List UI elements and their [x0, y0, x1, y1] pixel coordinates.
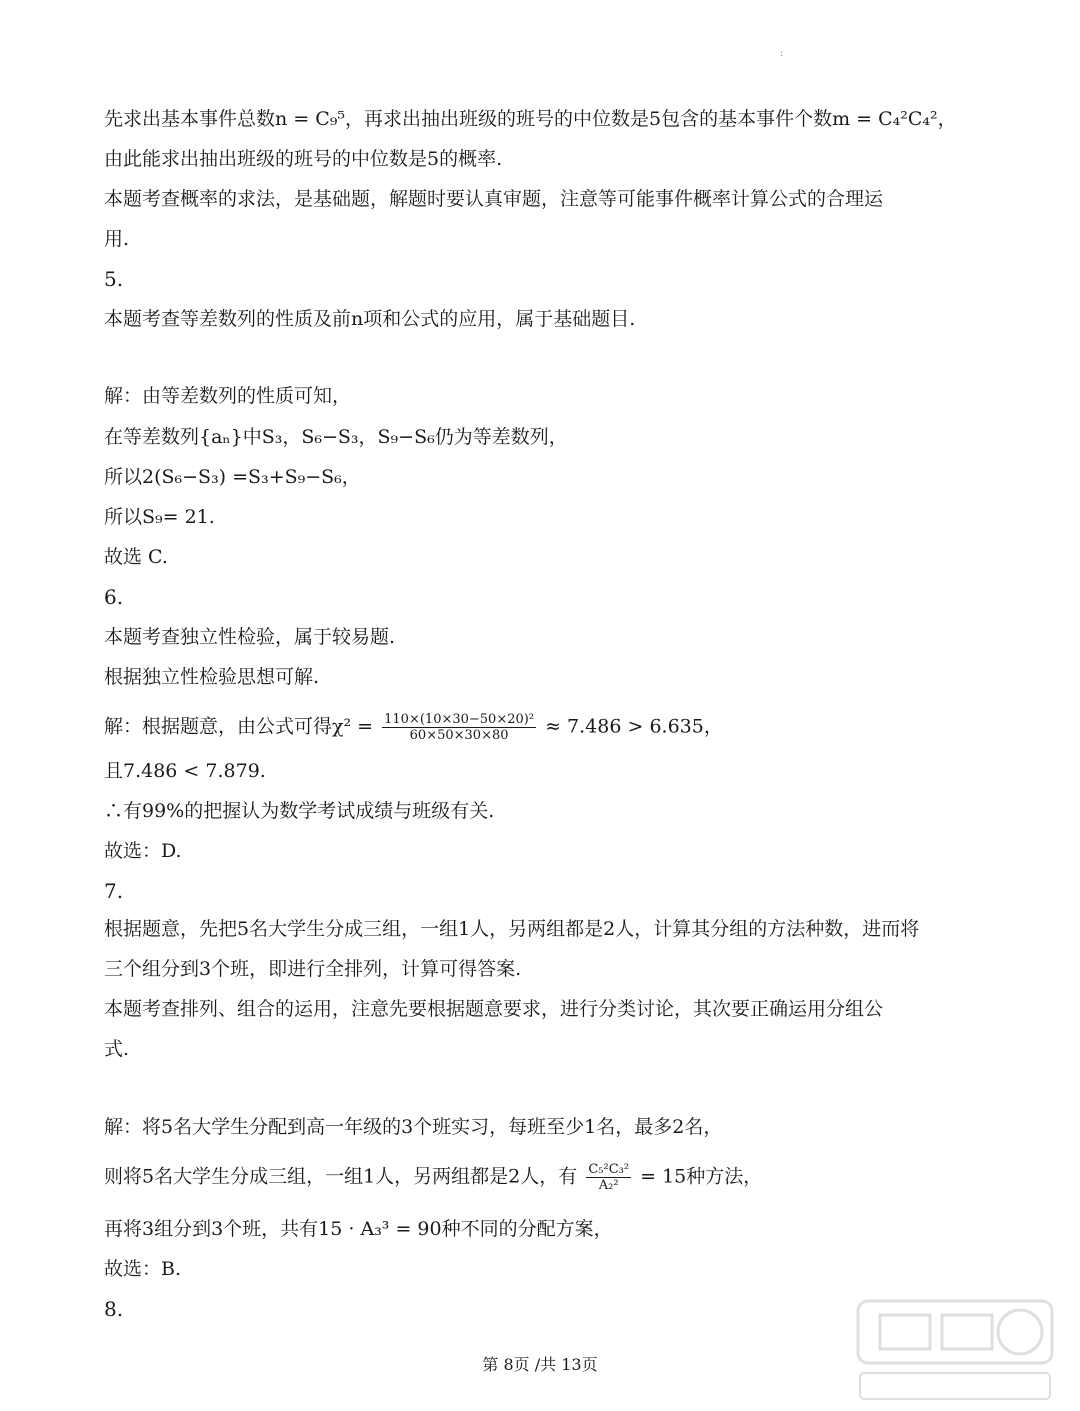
question-number: 5. [104, 267, 124, 291]
fraction-numerator: C₅²C₃² [588, 1162, 630, 1177]
text-line: 三个组分到3个班，即进行全排列，计算可得答案. [104, 958, 522, 980]
text-line: 再将3组分到3个班，共有15 · A₃³ = 90种不同的分配方案， [104, 1218, 613, 1240]
text-line: 用. [104, 228, 130, 250]
text-line: 本题考查等差数列的性质及前n项和公式的应用，属于基础题目. [104, 308, 636, 330]
text-line: 故选：D. [104, 840, 182, 862]
fraction-denominator: 60×50×30×80 [409, 728, 509, 743]
formula-suffix: ≈ 7.486 > 6.635， [545, 715, 723, 738]
formula-prefix: 解：根据题意，由公式可得χ² = [104, 715, 374, 738]
text-line: 解：将5名大学生分配到高一年级的3个班实习，每班至少1名，最多2名， [104, 1116, 723, 1138]
watermark-logo [850, 1295, 1060, 1405]
text-line: 解：由等差数列的性质可知， [104, 385, 352, 407]
header-mark: : [780, 48, 784, 59]
formula-suffix: = 15种方法， [640, 1165, 763, 1188]
text-line: 本题考查概率的求法，是基础题，解题时要认真审题，注意等可能事件概率计算公式的合理运 [104, 188, 884, 210]
text-line: ∴有99%的把握认为数学考试成绩与班级有关. [104, 800, 495, 822]
text-line: 式. [104, 1038, 130, 1060]
text-line: 且7.486 < 7.879. [104, 760, 266, 782]
text-line: 故选 C. [104, 546, 168, 568]
text-line: 根据题意，先把5名大学生分成三组，一组1人，另两组都是2人，计算其分组的方法种数，进而将 [104, 918, 920, 940]
formula-prefix: 则将5名大学生分成三组，一组1人，另两组都是2人，有 [104, 1165, 578, 1188]
question-number: 6. [104, 585, 124, 609]
text-line: 所以S₉= 21. [104, 506, 215, 528]
chi-square-fraction [382, 712, 536, 743]
page-footer: 第 8页 /共 13页 [482, 1355, 598, 1374]
grouping-fraction [586, 1162, 631, 1193]
text-line: 本题考查排列、组合的运用，注意先要根据题意要求，进行分类讨论，其次要正确运用分组公 [104, 998, 884, 1020]
fraction-numerator: 110×(10×30−50×20)² [384, 712, 535, 727]
formula-line [104, 712, 723, 743]
text-line: 所以2(S₆−S₃) =S₃+S₉−S₆， [104, 466, 361, 488]
question-number: 8. [104, 1297, 124, 1321]
text-line: 由此能求出抽出班级的班号的中位数是5的概率. [104, 148, 503, 170]
text-line: 先求出基本事件总数n = C₉⁵，再求出抽出班级的班号的中位数是5包含的基本事件个数m = C₄²C₄²， [104, 108, 957, 130]
formula-line [104, 1162, 762, 1193]
text-line: 根据独立性检验思想可解. [104, 666, 320, 688]
text-line: 本题考查独立性检验，属于较易题. [104, 626, 396, 648]
question-number: 7. [104, 879, 124, 903]
text-line: 故选：B. [104, 1258, 182, 1280]
fraction-denominator: A₂² [598, 1178, 619, 1193]
text-line: 在等差数列{aₙ}中S₃，S₆−S₃，S₉−S₆仍为等差数列， [104, 426, 568, 448]
